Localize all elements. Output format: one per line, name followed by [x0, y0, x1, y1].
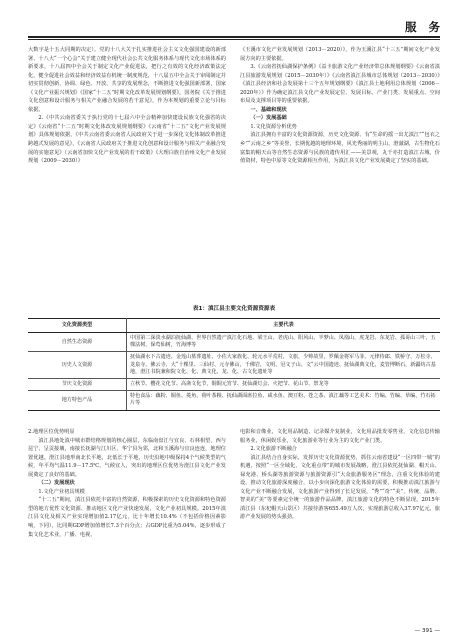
page-number: — 391 — [414, 628, 440, 634]
subsubsection-heading: 2.地理区位优势明显 [28, 429, 75, 435]
top-right-column [240, 46, 440, 166]
table-cell-category: 自然生态资源 [28, 333, 127, 352]
table-row [28, 333, 440, 352]
table-caption: 表1：滇江县主要文化资源资源表 [192, 306, 276, 312]
paragraph: 大数字是十五大同期的决定）。党的十八大关于扎实推进社会主义文化强国建设的新部署、十八大“一个心会”关于建立健全现代社会公共文化服务体系与现代文化市场体系的新要求，十八届四中全会关于制定文化产业促进法，把行之有效的文化经济政策法定化，健全促进社会效益和经济效益有机统一制度规范，十八届五中全会关于审阅制定并切实贯彻创新、协调、绿色、开放、共享的发展理念，不断推进文化强国新部署，国家《文化产业振兴规划》《国家“十二五”时期文化改革发展规划纲要》，国务院《关于推进文化创意和设计服务与相关产业融合发展的若干意见》，作为本规划的重要立论与目标依据。 [28, 47, 226, 113]
table-cell-category: 历史人文资源 [28, 352, 127, 379]
paragraph: 滇江县地处滇中城市群结格规划的核心圈层，东临南盘江与宜良、石林相望，西与昆宁、呈贡接壤，南接长抚湖与江川区、华宁县为邻，北和玉溪海与宜良连连，地理位置优越。澄江县地形南北长平地，北低长于平地，历史沿地中级保持4个气候类型的气候，年平均气温11.9－17.5℃，气候宜人，突出的地理区位优势为澄江县文化产业发展奠定了良好的基础。 [28, 437, 226, 478]
section-heading: 一、基础和现状 [250, 106, 287, 113]
table-header-cell: 主要代表 [127, 319, 441, 333]
table-row [28, 391, 440, 410]
subsection-heading: （一）发展基础 [250, 115, 287, 122]
paragraph: 3.《云南省抚仙湖保护条例》《益卡旅游文化产业经济带总体规划纲要》《云南省滇江县旅游发展规划（2015－2030年）》《云南省滇江县城市总体规划（2013－2030）》《滇江县经济和社会发展第十三个五年规划纲要》《滇江县土地利用总体规划（2006－2020年）》作为确定滇江县文化产业发展定位、发展目标、产业门类、发展重点、空间布局及支撑项目等的重要依据。 [240, 64, 440, 105]
subsubsection-heading: 1.文化资源分析优势 [250, 123, 297, 130]
subsubsection-heading: 1.文化产业初具规模 [38, 488, 85, 495]
paragraph: “十二五”期间，滇江县依托丰富的自然资源，积极探索的历史文化资源和特色资源型的地方优性文化资源、推动地区文化产业快速发展，文化产业初具规模。2015年滇江县文化及相关产业实现增加值2.17亿元，比十年增长10.4%（不包括价格因素影响，下同），比同期GDP增加值增长7.3个百分点；占GDP比重为5.04%，逐步形成了集文化艺术业，广播、电视、 [28, 497, 226, 538]
table-header-cell: 文化资源类型 [28, 319, 127, 333]
paragraph: 2.《中共云南省委关于执行党的十七届六中全会精神加快建设民族文化强省的决定》《云南省“十二五”时期文化体改发展规划纲要》《云南省“十二五”文化产业发展规划》具体规划依据，《中共云南省委云南省人民政府关于进一步深化文化体制改革推进跨越式发展的意见》，《云南省人民政府关于推进文化创意和设计服务与相关产业融合发展的实施意见》（云南省加快文化产业发展的若干政策》《大理白族自治州文化产业发展规划（2009－2030）》 [28, 115, 226, 165]
table-row [28, 379, 440, 391]
table-cell-category: 节庆文化资源 [28, 379, 127, 391]
bottom-left-column [28, 428, 226, 539]
paragraph: 滇江县拥有丰富的文化资源资源，历史文化资源、有“生命的摇一出尤滇江”“包衣之乡”“云南之乡”等美誉，长期优越的地理环境，风光秀丽的明主山、澄澈湖，古生物化石富集的帽天山等自然生态资源与民族的遗传用汇——美景观，丸千亦打造滇江古城，价值资材，特色中原等文化资源相互作用，为滇江县文化产业发展奠定了坚实的基础。 [240, 132, 440, 165]
paragraph: 《玉溪市文化产业发展规划（2013－2020）》，作为玉溪江县“十三五”期间文化产业发展方向的主要依据。 [240, 47, 440, 62]
cultural-resources-table [28, 318, 440, 411]
running-header-title: 服 务 [404, 20, 444, 34]
table-row [28, 352, 440, 379]
table-cell-content: 特色食品：藕粉、铜鱼、菱角、荷叶茶粮、抚仙湖面席拉鱼、咸水鱼、澳豆粉、苍之茶、滇江藕等工艺美术：竹编、竹编、草编、竹石拓片等 [127, 391, 441, 410]
paragraph: 电影和音像业，文化用品制造、记录媒介复制业，文化用品批发零售业，文化信息传输服务业，休闲娱乐业，文化旅游业等行业为主的文化产业门类。 [240, 429, 440, 444]
subsubsection-heading: 2.文化旅游不断融合 [250, 446, 297, 453]
table-cell-category: 地方特色产品 [28, 391, 127, 410]
subsection-heading: （二）发展现状 [38, 480, 75, 487]
table-cell-content: 立秋节、樱花文化节、高斋文化节，铜铜元宵节、抚仙湖灯会、火把节、花山节、祭龙等 [127, 379, 441, 391]
paragraph: 滇江县结合自身实际，发挥历史文化资源优势，抓住云南省建设“一区四带一城”的机遇，按照“一区全域化、文化重点带”的城市发展战略，澄江县依托抚仙湖、帽天山、禄充港、桥头湖等旅游资源与旅游资源引“大众旅游服务区”理念，注重文化体验的建设，推动文化旅游深度融合，以小步向深化旅游文化体验的需要，积极推动滇江旅游与文化产业不断融合发展，文化旅游产业得到了长足发展，“秀”“奇”“美”、传统、品牌、智美的“美”等要素完全统一的旅游作品品牌，滇江旅游文化的特色不断显现。2015年滇江县（东杞帽天山景区）共接待游客655.49万人次，实现旅游总收入37.97亿元，旅游产业发展的势头强劲。 [240, 454, 440, 521]
top-left-column [28, 46, 226, 166]
page-header [0, 0, 468, 44]
table-cell-content: 抚仙湖水下古遗迹、金莲山墓葬遗址、小佐大家族化、轮元水平荒村，文旅，少帅故里，罗佩金将军马菲、元律侍郎、铁桥守、万松寺、龙泉寺、佛云寺、大“十棵里、三仙村、元寺佛山，千佛岩，文明、冠文子山、文“云中国遗迹、抚仙湖典文化，麦管博断石，新疆纺古基地，澄江书院兼和院文化、化、典文化，龙、化、古文化遗址等 [127, 352, 441, 379]
bottom-right-column [240, 428, 440, 522]
table-cell-content: 中国第二深淡水湖泊抚仙湖、世界自然遗产滇江化石地、梁王山、老虎山、阳风山、半梦山、凤凰山、虎龙岩、东龙岩、孤哥山三叶、五棵法树、保莺仙树，竹海博等 [127, 333, 441, 352]
header-rule [28, 36, 440, 40]
table-header-row [28, 319, 440, 333]
